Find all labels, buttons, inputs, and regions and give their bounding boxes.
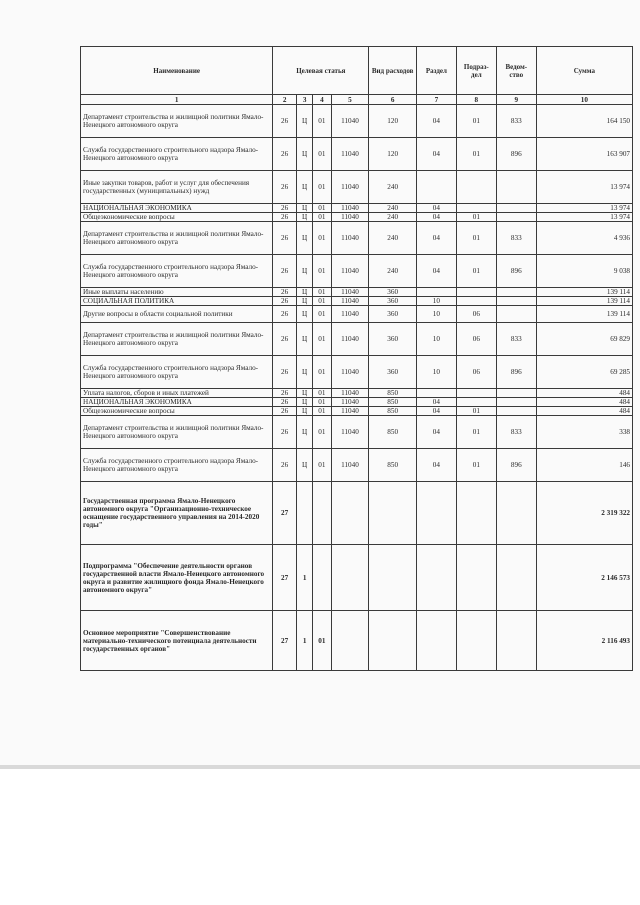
row-name-cell: Служба государственного строительного надзора Ямало-Ненецкого автономного округа <box>81 449 273 482</box>
row-code-cell: 01 <box>313 407 331 416</box>
table-row <box>81 407 633 416</box>
row-code-cell: 01 <box>456 449 496 482</box>
row-code-cell: 04 <box>416 255 456 288</box>
row-name-cell: Департамент строительства и жилищной политики Ямало-Ненецкого автономного округа <box>81 222 273 255</box>
row-code-cell: 27 <box>273 482 297 545</box>
row-code-cell: 26 <box>273 398 297 407</box>
header-sum: Сумма <box>536 47 632 95</box>
column-number: 8 <box>456 95 496 105</box>
column-number: 5 <box>331 95 369 105</box>
row-code-cell: Ц <box>297 255 313 288</box>
row-code-cell: Ц <box>297 449 313 482</box>
row-name-cell: СОЦИАЛЬНАЯ ПОЛИТИКА <box>81 297 273 306</box>
row-code-cell: 01 <box>456 213 496 222</box>
table-row <box>81 482 633 545</box>
row-name-cell: Иные выплаты населению <box>81 288 273 297</box>
row-name-cell: Иные закупки товаров, работ и услуг для обеспечения государственных (муниципальных) нужд <box>81 171 273 204</box>
row-code-cell: 01 <box>313 356 331 389</box>
row-code-cell: 360 <box>369 323 417 356</box>
row-code-cell: 26 <box>273 389 297 398</box>
row-code-cell: 360 <box>369 288 417 297</box>
row-code-cell <box>331 611 369 671</box>
row-code-cell: 11040 <box>331 449 369 482</box>
row-code-cell: 850 <box>369 389 417 398</box>
row-sum-cell: 163 907 <box>536 138 632 171</box>
row-sum-cell: 69 829 <box>536 323 632 356</box>
row-code-cell: 26 <box>273 356 297 389</box>
row-sum-cell: 13 974 <box>536 213 632 222</box>
row-sum-cell: 484 <box>536 389 632 398</box>
row-code-cell: 01 <box>313 105 331 138</box>
row-code-cell: Ц <box>297 306 313 323</box>
row-code-cell: 01 <box>313 171 331 204</box>
row-code-cell: 04 <box>416 407 456 416</box>
row-name-cell: Другие вопросы в области социальной политики <box>81 306 273 323</box>
row-code-cell <box>456 288 496 297</box>
row-code-cell: 04 <box>416 222 456 255</box>
row-code-cell: 11040 <box>331 255 369 288</box>
row-code-cell <box>496 204 536 213</box>
row-code-cell: 11040 <box>331 204 369 213</box>
row-code-cell: 11040 <box>331 171 369 204</box>
table-row <box>81 255 633 288</box>
row-code-cell: 240 <box>369 171 417 204</box>
column-number: 6 <box>369 95 417 105</box>
row-sum-cell: 139 114 <box>536 306 632 323</box>
row-code-cell <box>496 213 536 222</box>
row-code-cell <box>456 297 496 306</box>
row-name-cell: Государственная программа Ямало-Ненецкого автономного округа "Организационно-техническое оснащение государственного управления на 2014-2020 годы" <box>81 482 273 545</box>
row-code-cell: 04 <box>416 204 456 213</box>
row-code-cell <box>496 545 536 611</box>
row-code-cell: 896 <box>496 449 536 482</box>
row-code-cell: 26 <box>273 204 297 213</box>
column-number-row <box>81 95 633 105</box>
row-code-cell: 01 <box>313 398 331 407</box>
row-code-cell: 01 <box>456 416 496 449</box>
row-code-cell <box>456 611 496 671</box>
row-code-cell: 11040 <box>331 138 369 171</box>
column-number: 10 <box>536 95 632 105</box>
row-code-cell: 833 <box>496 105 536 138</box>
row-code-cell: 1 <box>297 545 313 611</box>
row-code-cell: 11040 <box>331 398 369 407</box>
row-code-cell: Ц <box>297 105 313 138</box>
row-sum-cell: 69 285 <box>536 356 632 389</box>
row-code-cell <box>456 389 496 398</box>
table-row <box>81 389 633 398</box>
row-code-cell: 06 <box>456 356 496 389</box>
row-code-cell: 01 <box>456 222 496 255</box>
table-row <box>81 323 633 356</box>
row-code-cell: Ц <box>297 407 313 416</box>
row-code-cell: 01 <box>313 306 331 323</box>
row-sum-cell: 13 974 <box>536 204 632 213</box>
row-sum-cell: 2 116 493 <box>536 611 632 671</box>
budget-table <box>80 46 633 671</box>
row-code-cell: 26 <box>273 323 297 356</box>
row-name-cell: Департамент строительства и жилищной политики Ямало-Ненецкого автономного округа <box>81 416 273 449</box>
column-number: 2 <box>273 95 297 105</box>
row-code-cell: 04 <box>416 213 456 222</box>
table-row <box>81 204 633 213</box>
table-row <box>81 213 633 222</box>
row-code-cell: 27 <box>273 545 297 611</box>
row-code-cell <box>456 545 496 611</box>
row-name-cell: НАЦИОНАЛЬНАЯ ЭКОНОМИКА <box>81 204 273 213</box>
row-code-cell: 26 <box>273 449 297 482</box>
row-code-cell: 10 <box>416 297 456 306</box>
table-row <box>81 545 633 611</box>
row-name-cell: Подпрограмма "Обеспечение деятельности органов государственной власти Ямало-Ненецкого автономного округа и развитие жилищного фонда Ямало-Ненецкого автономного округа" <box>81 545 273 611</box>
row-name-cell: Служба государственного строительного надзора Ямало-Ненецкого автономного округа <box>81 138 273 171</box>
row-code-cell <box>496 482 536 545</box>
row-code-cell <box>496 171 536 204</box>
row-code-cell <box>456 398 496 407</box>
table-row <box>81 171 633 204</box>
header-target-article: Целевая статья <box>273 47 369 95</box>
row-sum-cell: 13 974 <box>536 171 632 204</box>
table-row <box>81 222 633 255</box>
row-code-cell <box>496 306 536 323</box>
row-code-cell: 26 <box>273 171 297 204</box>
row-code-cell: 26 <box>273 416 297 449</box>
row-code-cell <box>416 288 456 297</box>
row-code-cell: 11040 <box>331 105 369 138</box>
row-code-cell <box>416 611 456 671</box>
row-code-cell: 240 <box>369 222 417 255</box>
row-code-cell: 240 <box>369 213 417 222</box>
row-code-cell <box>496 398 536 407</box>
table-row <box>81 138 633 171</box>
row-code-cell: 01 <box>456 138 496 171</box>
row-sum-cell: 146 <box>536 449 632 482</box>
row-code-cell: 26 <box>273 407 297 416</box>
row-code-cell: 01 <box>313 323 331 356</box>
row-code-cell: 26 <box>273 255 297 288</box>
header-section: Раздел <box>416 47 456 95</box>
row-code-cell: 26 <box>273 222 297 255</box>
row-sum-cell: 164 150 <box>536 105 632 138</box>
row-code-cell <box>313 545 331 611</box>
row-code-cell <box>369 545 417 611</box>
header-expense-type: Вид расходов <box>369 47 417 95</box>
table-row <box>81 398 633 407</box>
row-name-cell: Общеэкономические вопросы <box>81 407 273 416</box>
table-row <box>81 416 633 449</box>
row-code-cell: 26 <box>273 297 297 306</box>
row-name-cell: Уплата налогов, сборов и иных платежей <box>81 389 273 398</box>
row-code-cell: 10 <box>416 356 456 389</box>
page-edge <box>0 765 640 769</box>
header-row <box>81 47 633 95</box>
row-code-cell: 120 <box>369 138 417 171</box>
row-code-cell: Ц <box>297 288 313 297</box>
row-code-cell: 10 <box>416 323 456 356</box>
row-code-cell <box>456 482 496 545</box>
row-code-cell: 11040 <box>331 222 369 255</box>
row-code-cell <box>369 611 417 671</box>
row-code-cell: 26 <box>273 288 297 297</box>
row-code-cell: 11040 <box>331 297 369 306</box>
row-code-cell: 04 <box>416 105 456 138</box>
row-code-cell: 26 <box>273 213 297 222</box>
row-code-cell: 27 <box>273 611 297 671</box>
row-code-cell: 06 <box>456 306 496 323</box>
row-code-cell <box>456 171 496 204</box>
row-code-cell: 896 <box>496 138 536 171</box>
row-code-cell: 11040 <box>331 416 369 449</box>
row-code-cell: 01 <box>313 389 331 398</box>
row-code-cell: 11040 <box>331 213 369 222</box>
row-code-cell: Ц <box>297 297 313 306</box>
row-code-cell: 01 <box>313 297 331 306</box>
row-code-cell: 04 <box>416 449 456 482</box>
row-code-cell: 26 <box>273 138 297 171</box>
table-row <box>81 306 633 323</box>
row-code-cell: 240 <box>369 204 417 213</box>
row-name-cell: Служба государственного строительного надзора Ямало-Ненецкого автономного округа <box>81 356 273 389</box>
row-code-cell: 01 <box>313 204 331 213</box>
column-number: 3 <box>297 95 313 105</box>
row-code-cell: Ц <box>297 222 313 255</box>
row-code-cell <box>456 204 496 213</box>
row-name-cell: НАЦИОНАЛЬНАЯ ЭКОНОМИКА <box>81 398 273 407</box>
row-code-cell: 11040 <box>331 356 369 389</box>
row-code-cell: 10 <box>416 306 456 323</box>
row-name-cell: Департамент строительства и жилищной политики Ямало-Ненецкого автономного округа <box>81 105 273 138</box>
row-code-cell <box>416 171 456 204</box>
row-code-cell: 06 <box>456 323 496 356</box>
row-code-cell: 11040 <box>331 407 369 416</box>
header-ministry: Ведом- ство <box>496 47 536 95</box>
row-code-cell: Ц <box>297 416 313 449</box>
table-row <box>81 449 633 482</box>
row-code-cell: 11040 <box>331 306 369 323</box>
row-code-cell <box>416 482 456 545</box>
row-sum-cell: 2 319 322 <box>536 482 632 545</box>
table-row <box>81 356 633 389</box>
row-code-cell: 01 <box>313 416 331 449</box>
row-code-cell <box>416 545 456 611</box>
row-code-cell: 04 <box>416 138 456 171</box>
row-code-cell: 01 <box>313 255 331 288</box>
table-row <box>81 297 633 306</box>
row-code-cell: 360 <box>369 297 417 306</box>
row-code-cell: 850 <box>369 398 417 407</box>
row-code-cell: 833 <box>496 416 536 449</box>
row-code-cell: 1 <box>297 611 313 671</box>
row-code-cell: 896 <box>496 356 536 389</box>
row-code-cell: 04 <box>416 416 456 449</box>
row-code-cell: 04 <box>416 398 456 407</box>
column-number: 7 <box>416 95 456 105</box>
row-code-cell: 850 <box>369 416 417 449</box>
table-row <box>81 611 633 671</box>
row-code-cell <box>331 545 369 611</box>
row-code-cell <box>313 482 331 545</box>
row-code-cell <box>496 407 536 416</box>
row-code-cell: 01 <box>456 407 496 416</box>
row-code-cell: 01 <box>313 213 331 222</box>
row-code-cell <box>496 297 536 306</box>
row-code-cell <box>496 389 536 398</box>
row-code-cell: 120 <box>369 105 417 138</box>
row-code-cell <box>297 482 313 545</box>
column-number: 4 <box>313 95 331 105</box>
row-code-cell: 26 <box>273 306 297 323</box>
row-code-cell: 833 <box>496 323 536 356</box>
header-name: Наименование <box>81 47 273 95</box>
row-code-cell: 11040 <box>331 288 369 297</box>
row-name-cell: Основное мероприятие "Совершенствование материально-технического потенциала деятельности государственных органов" <box>81 611 273 671</box>
row-code-cell: 360 <box>369 356 417 389</box>
row-sum-cell: 484 <box>536 407 632 416</box>
column-number: 1 <box>81 95 273 105</box>
table-row <box>81 105 633 138</box>
row-sum-cell: 2 146 573 <box>536 545 632 611</box>
row-code-cell: Ц <box>297 204 313 213</box>
column-number: 9 <box>496 95 536 105</box>
row-name-cell: Служба государственного строительного надзора Ямало-Ненецкого автономного округа <box>81 255 273 288</box>
row-code-cell: 850 <box>369 449 417 482</box>
row-sum-cell: 139 114 <box>536 297 632 306</box>
row-sum-cell: 484 <box>536 398 632 407</box>
table-row <box>81 288 633 297</box>
row-code-cell: Ц <box>297 171 313 204</box>
row-name-cell: Общеэкономические вопросы <box>81 213 273 222</box>
row-code-cell: 11040 <box>331 323 369 356</box>
row-code-cell: 26 <box>273 105 297 138</box>
row-code-cell: 833 <box>496 222 536 255</box>
row-code-cell <box>496 288 536 297</box>
row-code-cell: 360 <box>369 306 417 323</box>
row-name-cell: Департамент строительства и жилищной политики Ямало-Ненецкого автономного округа <box>81 323 273 356</box>
row-code-cell: 850 <box>369 407 417 416</box>
row-code-cell: Ц <box>297 323 313 356</box>
row-sum-cell: 139 114 <box>536 288 632 297</box>
row-code-cell: 01 <box>313 611 331 671</box>
row-code-cell: 01 <box>313 288 331 297</box>
row-code-cell <box>369 482 417 545</box>
row-sum-cell: 9 038 <box>536 255 632 288</box>
row-code-cell: Ц <box>297 213 313 222</box>
row-code-cell: 01 <box>456 105 496 138</box>
row-code-cell: Ц <box>297 389 313 398</box>
row-sum-cell: 4 936 <box>536 222 632 255</box>
row-code-cell <box>416 389 456 398</box>
row-code-cell: Ц <box>297 356 313 389</box>
row-code-cell: Ц <box>297 398 313 407</box>
row-code-cell: 01 <box>313 222 331 255</box>
row-code-cell: 01 <box>313 138 331 171</box>
row-sum-cell: 338 <box>536 416 632 449</box>
row-code-cell: 240 <box>369 255 417 288</box>
row-code-cell: Ц <box>297 138 313 171</box>
row-code-cell: 11040 <box>331 389 369 398</box>
row-code-cell <box>331 482 369 545</box>
table-body <box>81 105 633 671</box>
row-code-cell: 01 <box>456 255 496 288</box>
row-code-cell: 896 <box>496 255 536 288</box>
row-code-cell: 01 <box>313 449 331 482</box>
header-subsection: Подраз- дел <box>456 47 496 95</box>
row-code-cell <box>496 611 536 671</box>
